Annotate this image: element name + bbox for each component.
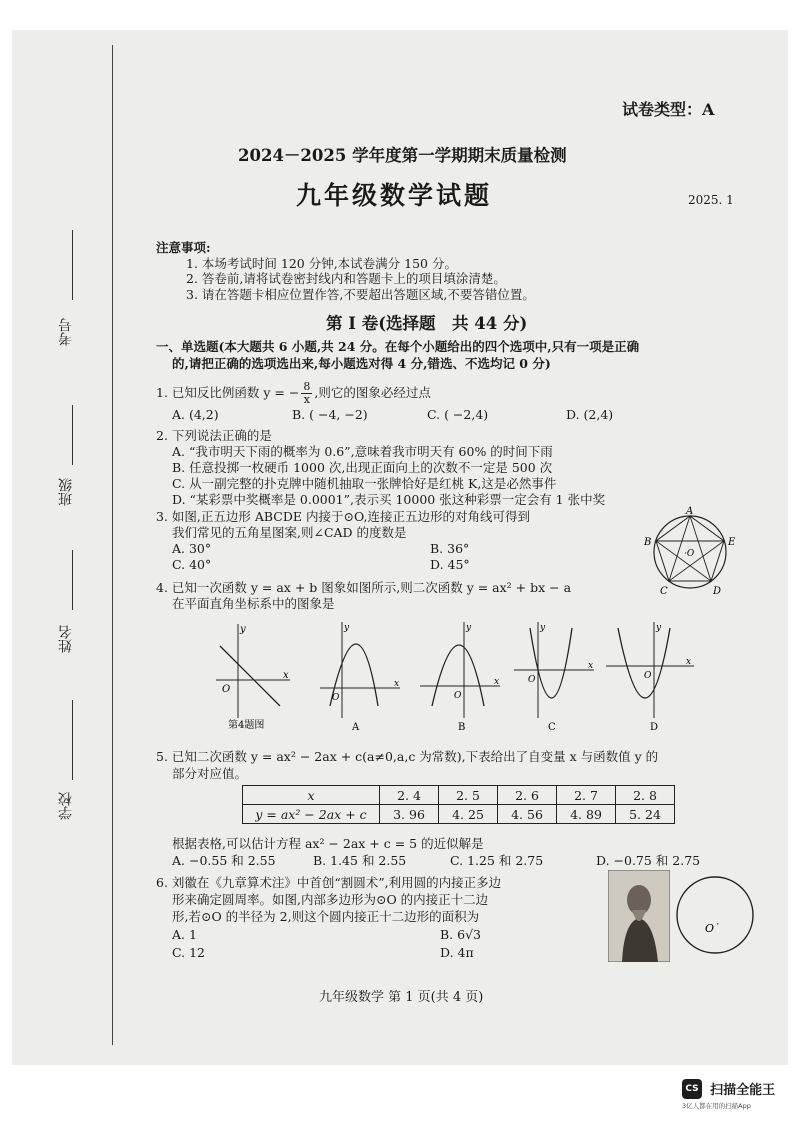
school-blank	[72, 700, 73, 780]
table-cell: 4. 89	[557, 805, 616, 824]
q4-option-a-graph	[320, 622, 400, 733]
exam-no-label: 考号	[58, 318, 74, 346]
exam-no-blank	[72, 230, 73, 300]
page-footer: 九年级数学 第 1 页(共 4 页)	[319, 990, 484, 1005]
q3-label-b: B	[644, 537, 652, 548]
q4-b-o: O	[454, 691, 462, 701]
q6-option-a: A. 1	[172, 927, 197, 942]
q4-option-c-label: C	[548, 722, 556, 733]
q3-line: 3. 如图,正五边形 ABCDE 内接于⊙O,连接正五边形的对角线可得到	[156, 509, 530, 524]
name-blank	[72, 550, 73, 610]
q5-option-c: C. 1.25 和 2.75	[450, 853, 544, 868]
q6-option-b: B. 6√3	[440, 927, 482, 942]
q4-d-y: y	[656, 623, 662, 633]
table-row	[243, 805, 675, 824]
table-cell: y = ax² − 2ax + c	[243, 805, 380, 824]
table-cell: 2. 6	[498, 786, 557, 805]
q5-value-table	[242, 785, 675, 824]
q6-center-label: O˙	[705, 922, 720, 935]
q6-line: 形,若⊙O 的半径为 2,则这个圆内接正十二边形的面积为	[172, 909, 480, 924]
name-label: 姓名	[58, 625, 74, 653]
q1-option-b: B. ( −4, −2)	[292, 407, 368, 422]
q1-stem-pre: 1. 已知反比例函数 y = −	[156, 385, 300, 400]
section-instruction: 一、单选题(本大题共 6 小题,共 24 分。在每个小题给出的四个选项中,只有一项是正确	[156, 339, 640, 354]
section-title: 第 I 卷(选择题 共 44 分)	[326, 314, 528, 333]
q4-option-b-label: B	[458, 722, 466, 733]
q6-option-c: C. 12	[172, 945, 205, 960]
q4-axis-y: y	[240, 624, 246, 635]
q1-stem-post: ,则它的图象必经过点	[314, 385, 431, 400]
q4-option-d-graph	[606, 622, 694, 733]
subject-title: 九年级数学试题	[296, 181, 493, 210]
table-cell: 3. 96	[380, 805, 439, 824]
table-cell: 2. 8	[616, 786, 675, 805]
q5-option-b: B. 1.45 和 2.55	[313, 853, 407, 868]
q3-pentagon-figure	[640, 505, 740, 600]
scanner-brand	[682, 1078, 775, 1110]
q5-option-d: D. −0.75 和 2.75	[596, 853, 701, 868]
q1-fraction	[301, 381, 312, 406]
q1-stem	[156, 381, 431, 406]
q4-figures	[208, 618, 698, 736]
q3-label-d: D	[713, 586, 722, 597]
q4-a-y: y	[344, 623, 350, 633]
q3-option-d: D. 45°	[430, 557, 470, 572]
q1-option-a: A. (4,2)	[172, 407, 219, 422]
table-cell: 5. 24	[616, 805, 675, 824]
q4-a-x: x	[394, 679, 400, 689]
table-cell: 2. 7	[557, 786, 616, 805]
brand-name: 扫描全能王	[710, 1083, 776, 1098]
table-cell: 4. 56	[498, 805, 557, 824]
q2-option-c: C. 从一副完整的扑克牌中随机抽取一张牌恰好是红桃 K,这是必然事件	[172, 476, 557, 491]
table-cell: 2. 5	[439, 786, 498, 805]
table-cell: 4. 25	[439, 805, 498, 824]
class-label: 班级	[58, 478, 74, 506]
q3-line: 我们常见的五角星图案,则∠CAD 的度数是	[172, 525, 407, 540]
q3-option-a: A. 30°	[172, 541, 212, 556]
exam-title: 2024－2025 学年度第一学期期末质量检测	[238, 146, 567, 165]
table-cell: x	[243, 786, 380, 805]
q4-origin: O	[222, 684, 231, 695]
q6-circle-figure	[672, 872, 758, 958]
q5-line: 5. 已知二次函数 y = ax² − 2ax + c(a≠0,a,c 为常数),下表给出了自变量 x 与函数值 y 的	[156, 749, 659, 764]
q2-option-d: D. “某彩票中奖概率是 0.0001”,表示买 10000 张这种彩票一定会有 1 张中奖	[172, 492, 606, 507]
q2-stem: 2. 下列说法正确的是	[156, 428, 272, 443]
q3-label-a: A	[686, 506, 694, 517]
q3-center-label: ·O	[684, 549, 695, 559]
q4-fig-caption: 第4题图	[228, 720, 265, 731]
q3-label-c: C	[660, 586, 668, 597]
q5-line: 根据表格,可以估计方程 ax² − 2ax + c = 5 的近似解是	[172, 836, 484, 851]
notice-title: 注意事项:	[156, 240, 211, 255]
q4-c-o: O	[528, 675, 536, 685]
q4-c-y: y	[540, 623, 546, 633]
q4-b-x: x	[494, 677, 500, 687]
q1-frac-num: 8	[303, 380, 311, 393]
q4-c-x: x	[588, 661, 594, 671]
table-row	[243, 786, 675, 805]
q5-line: 部分对应值。	[172, 766, 248, 781]
q3-label-e: E	[728, 537, 736, 548]
exam-date: 2025. 1	[688, 193, 734, 207]
q6-line: 6. 刘徽在《九章算术注》中首创“割圆术”,利用圆的内接正多边	[156, 875, 502, 890]
q4-a-o: O	[332, 693, 340, 703]
notice-item: 2. 答卷前,请将试卷密封线内和答题卡上的项目填涂清楚。	[186, 271, 506, 286]
q4-option-d-label: D	[650, 722, 659, 733]
q1-option-c: C. ( −2,4)	[427, 407, 489, 422]
section-instruction: 的,请把正确的选项选出来,每小题选对得 4 分,错选、不选均记 0 分)	[172, 356, 551, 371]
q6-circle	[677, 877, 753, 953]
q3-option-b: B. 36°	[430, 541, 470, 556]
liu-hui-portrait	[608, 870, 670, 962]
q1-frac-den: x	[303, 393, 310, 406]
q4-line: 在平面直角坐标系中的图象是	[172, 596, 335, 611]
q6-option-d: D. 4π	[440, 945, 474, 960]
brand-slogan: 3亿人都在用的扫描App	[682, 1101, 751, 1110]
school-label: 学校	[58, 792, 74, 820]
q6-line: 形来确定圆周率。如图,内部多边形为⊙O 的内接正十二边	[172, 892, 489, 907]
cs-logo-icon: CS	[682, 1079, 702, 1099]
table-cell: 2. 4	[380, 786, 439, 805]
q3-option-c: C. 40°	[172, 557, 212, 572]
notice-item: 3. 请在答题卡相应位置作答,不要超出答题区域,不要答错位置。	[186, 287, 535, 302]
notice-item: 1. 本场考试时间 120 分钟,本试卷满分 150 分。	[186, 256, 457, 271]
q2-option-b: B. 任意投掷一枚硬币 1000 次,出现正面向上的次数不一定是 500 次	[172, 460, 553, 475]
q4-line: 4. 已知一次函数 y = ax + b 图象如图所示,则二次函数 y = ax² + bx − a	[156, 580, 572, 595]
q4-option-a-label: A	[352, 722, 360, 733]
q4-linear-graph	[216, 624, 290, 718]
q4-d-o: O	[644, 671, 652, 681]
q5-option-a: A. −0.55 和 2.55	[172, 853, 276, 868]
q4-option-c-graph	[514, 622, 594, 733]
q4-b-y: y	[466, 623, 472, 633]
q4-option-b-graph	[420, 622, 500, 733]
q4-axis-x: x	[283, 670, 289, 681]
q2-option-a: A. “我市明天下雨的概率为 0.6”,意味着我市明天有 60% 的时间下雨	[172, 444, 553, 459]
binding-line	[112, 45, 113, 1045]
q1-option-d: D. (2,4)	[566, 407, 614, 422]
class-blank	[72, 405, 73, 465]
q4-d-x: x	[686, 657, 692, 667]
paper-type: 试卷类型：A	[622, 100, 715, 119]
